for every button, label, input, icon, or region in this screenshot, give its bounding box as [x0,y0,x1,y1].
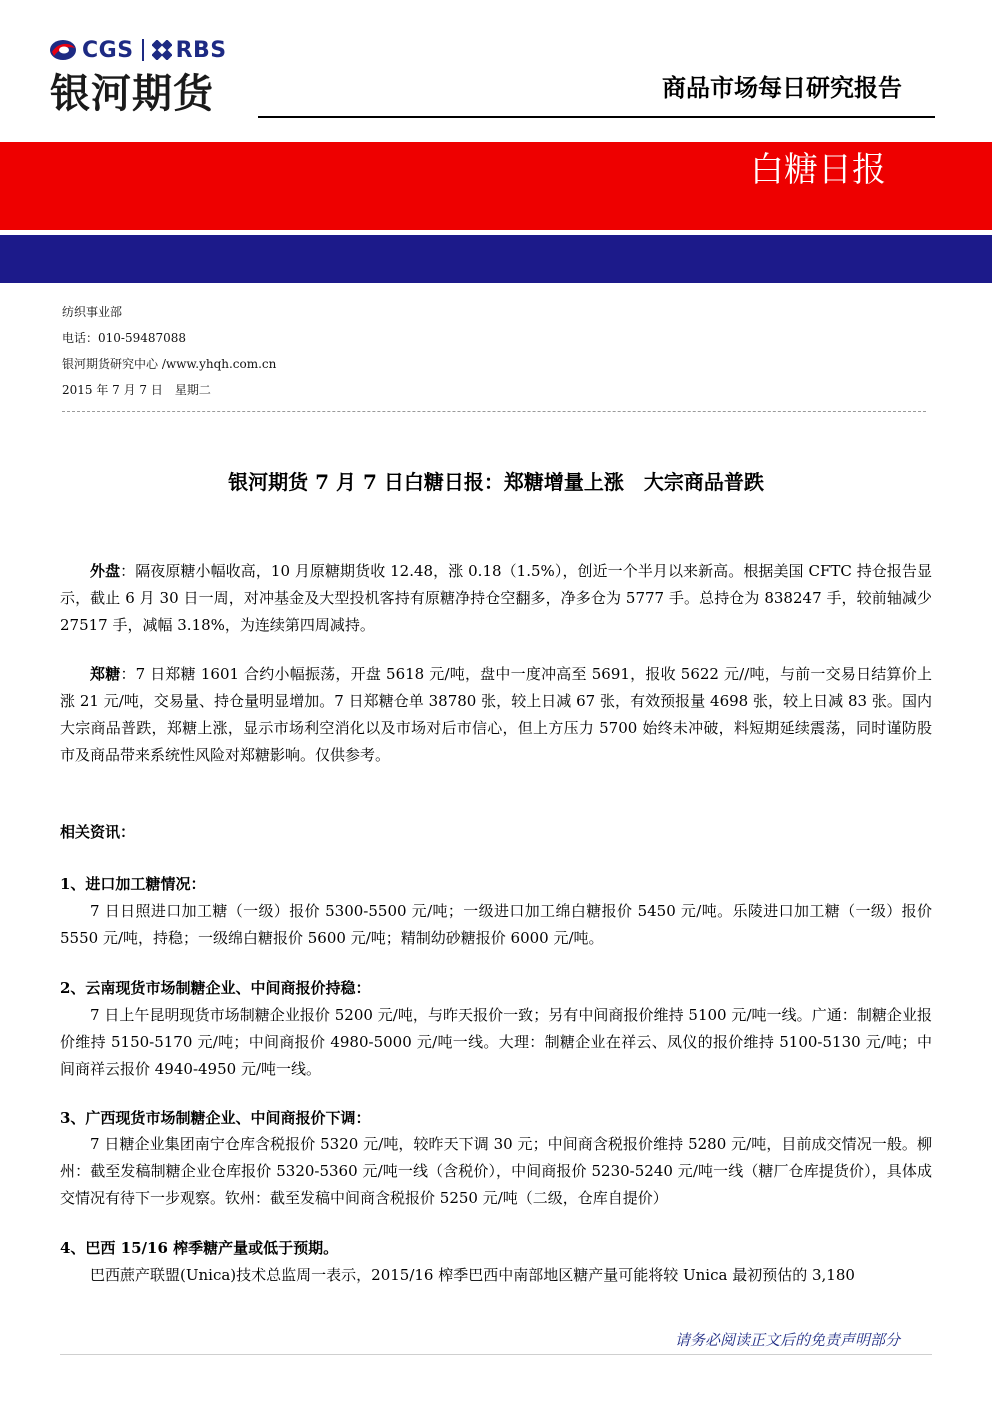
news-item-title: 1、进口加工糖情况： [60,875,206,893]
department-label: 纺织事业部 [62,305,123,319]
news-item-text: 7 日日照进口加工糖（一级）报价 5300-5500 元/吨；一级进口加工绵白糖报价 5450 元/吨。乐陵进口加工糖（一级）报价 5550 元/吨，持稳；一级绵白糖报价 5600 元/吨；精制幼砂糖报价 6000 元/吨。 [60,902,932,947]
news-item-text: 7 日上午昆明现货市场制糖企业报价 5200 元/吨，与昨天报价一致；另有中间商报价维持 5100 元/吨一线。广通：制糖企业报价维持 5150-5170 元/吨；中间商报价 4980-5000 元/吨一线。大理：制糖企业在祥云、凤仪的报价维持 5100-5130 元/吨；中间商祥云报价 4940-4950 元/吨一线。 [60,1006,932,1078]
news-item-text: 7 日糖企业集团南宁仓库含税报价 5320 元/吨，较昨天下调 30 元；中间商含税报价维持 5280 元/吨，目前成交情况一般。柳州：截至发稿制糖企业仓库报价 5320-5360 元/吨一线（含税价），中间商报价 5230-5240 元/吨一线（糖厂仓库提货价），具体成交情况有待下一步观察。钦州：截至发稿中间商含税报价 5250 元/吨（二级，仓库自提价） [60,1135,932,1207]
news-item-title: 2、云南现货市场制糖企业、中间商报价持稳： [60,979,371,997]
news-item-title: 3、广西现货市场制糖企业、中间商报价下调： [60,1109,371,1127]
company-logo [48,34,227,66]
company-name-cn: 银河期货 [50,71,214,117]
disclaimer-note: 请务必阅读正文后的免责声明部分 [674,1331,900,1349]
phone-number: 电话：010-59487088 [62,331,187,345]
report-type-title: 商品市场每日研究报告 [662,74,902,102]
zhengtang-paragraph [60,661,932,769]
cgs-swirl-icon [48,36,78,64]
logo-rbs-text: RBS [175,37,227,63]
footer-rule [60,1354,932,1355]
research-center-link[interactable]: 银河期货研究中心 /www.yhqh.com.cn [62,357,277,371]
rbs-daisy-icon [152,40,172,60]
news-item-text: 巴西蔗产联盟(Unica)技术总监周一表示，2015/16 榨季巴西中南部地区糖产量可能将较 Unica 最初预估的 3,180 [90,1266,855,1284]
overseas-text: ：隔夜原糖小幅收高，10 月原糖期货收 12.48，涨 0.18（1.5%），创近一个半月以来新高。根据美国 CFTC 持仓报告显示，截止 6 月 30 日一周，对冲基金及大型投机客持有原糖净持仓空翻多，净多仓为 5777 手。总持仓为 838247 手，较前轴减少 27517 手，减幅 3.18%，为连续第四周减持。 [60,562,932,634]
title-band-blue [0,235,992,283]
zhengtang-label: 郑糖 [90,665,121,683]
news-heading: 相关资讯： [60,823,136,841]
report-title: 白糖日报 [750,150,886,190]
overseas-market-paragraph [60,558,932,639]
header-rule [258,116,935,118]
overseas-label: 外盘 [90,562,121,580]
logo-divider [142,39,144,61]
zhengtang-text: ：7 日郑糖 1601 合约小幅振荡，开盘 5618 元/吨，盘中一度冲高至 5691，报收 5622 元//吨，与前一交易日结算价上涨 21 元/吨，交易量、持仓量明显增加。7 日郑糖仓单 38780 张，较上日减 67 张，有效预报量 4698 张，较上日减 83 张。国内大宗商品普跌，郑糖上涨，显示市场利空消化以及市场对后市信心，但上方压力 5700 始终未冲破，料短期延续震荡，同时谨防股市及商品带来系统性风险对郑糖影响。仅供参考。 [60,665,932,764]
news-item-title: 4、巴西 15/16 榨季糖产量或低于预期。 [60,1239,339,1257]
article-headline: 银河期货 7 月 7 日白糖日报：郑糖增量上涨 大宗商品普跌 [228,470,764,494]
logo-cgs-text: CGS [82,37,134,63]
report-date: 2015 年 7 月 7 日 星期二 [62,383,211,397]
dotted-divider [62,411,926,412]
